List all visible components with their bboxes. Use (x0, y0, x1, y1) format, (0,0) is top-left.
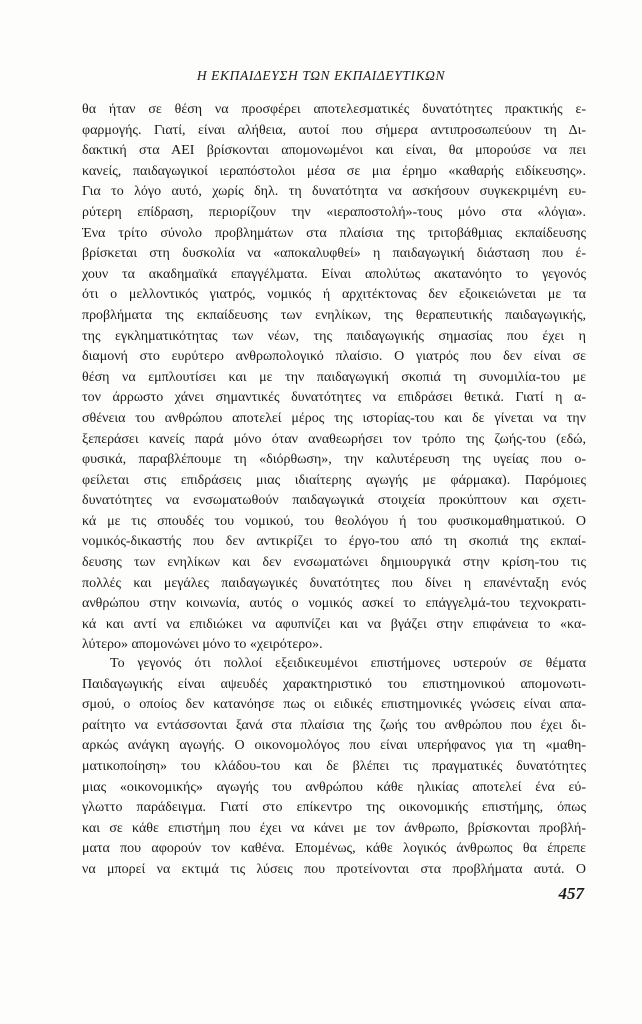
text-line: θέση να εμπλουτίσει και με την παιδαγωγική σκοπιά τη συνομιλία-του με (82, 369, 586, 385)
text-line: τον άρρωστο χάνει σημαντικές δυνατότητες να επιδράσει θετικά. Γιατί η α- (82, 390, 586, 406)
text-line: προβλήματα της εκπαίδευσης των ενηλίκων, της θεραπευτικής παιδαγωγικής, (82, 307, 586, 323)
text-line: Ένα τρίτο σύνολο προβλημάτων στα πλαίσια της τριτοβάθμιας εκπαίδευσης (82, 225, 586, 241)
text-line: θα ήταν σε θέση να προσφέρει αποτελεσματικές δυνατότητες πρακτικής ε- (82, 102, 586, 117)
text-line: κανείς, παιδαγωγικοί ιεραπόστολοι μέσα σε μια έρημο «καθαρής ειδίκευσης». (82, 163, 586, 179)
text-line: και σε κάθε επιστήμη που έχει να κάνει με τον άνθρωπο, βρίσκονται προβλή- (82, 820, 586, 836)
text-line: δακτική στα ΑΕΙ βρίσκονται απομονωμένοι και είναι, θα μπορούσε να πει (82, 143, 586, 159)
text-line: βρίσκεται στη δυσκολία να «αποκαλυφθεί» η παιδαγωγική διάσταση που έ- (82, 246, 586, 262)
text-line: Το γεγονός ότι πολλοί εξειδικευμένοι επιστήμονες υστερούν σε θέματα (110, 656, 586, 671)
text-line: διαμονή στο ευρύτερο ανθρωπολογικό πλαίσιο. Ο γιατρός που δεν είναι σε (82, 349, 586, 365)
text-line: να μπορεί να εκτιμά τις λύσεις που προτείνονται στα προβλήματα αυτά. Ο (82, 861, 586, 877)
paragraph-1 (82, 100, 586, 656)
text-line: λύτερο» απομονώνει μόνο το «χειρότερο». (82, 637, 323, 653)
text-line: Για το λόγο αυτό, χωρίς δηλ. τη δυνατότητα να ασκήσουν συγκεκριμένη ευ- (82, 184, 586, 200)
text-line: φαρμογής. Γιατί, είναι αλήθεια, αυτοί που σήμερα αντιπροσωπεύουν τη Δι- (82, 122, 586, 138)
text-line: δευσης των ενηλίκων και δεν ενσωματώνει δημιουργικά στην κρίση-του τις (82, 555, 586, 571)
text-line: αρκώς ανάγκη αγωγής. Ο οικονομολόγος που είναι υπερήφανος για τη «μαθη- (82, 738, 586, 754)
text-line: ξεπεράσει κανείς παρά μόνο όταν αναθεωρήσει τον τρόπο της ζωής-του (εδώ, (82, 431, 586, 447)
page-number: 457 (558, 884, 584, 903)
text-line: σμού, ο οποίος δεν κατανόησε πως οι ειδικές επιστημονικές γνώσεις είναι απα- (82, 697, 586, 713)
text-line: ανθρώπου στην κοινωνία, αυτός ο νομικός ασκεί το επάγγελμά-του τεχνοκρατι- (82, 596, 586, 612)
text-line: νομικός-δικαστής που δεν αντικρίζει το έργο-του από τη σκοπιά της εκπαί- (82, 534, 586, 550)
text-line: δυνατότητες να ενσωματωθούν παιδαγωγικά στοιχεία προκύπτουν και σχετι- (82, 493, 586, 509)
paragraph-2 (82, 654, 586, 881)
text-line: Παιδαγωγικής είναι αψευδές χαρακτηριστικό του επιστημονικού απομονωτι- (82, 676, 586, 692)
text-line: ότι ο μελλοντικός γιατρός, νομικός ή αρχιτέκτονας δεν εξοικειώνεται με τα (82, 287, 586, 303)
text-line: χουν τα ακαδημαϊκά επαγγέλματα. Είναι απολύτως ακατανόητο το γεγονός (82, 266, 586, 282)
text-line: πολλές και μεγάλες παιδαγωγικές δυνατότητες που δίνει η επανένταξη ενός (82, 575, 586, 591)
text-line: ματικοποίηση» του κλάδου-του και δε βλέπει τις πραγματικές δυνατότητες (82, 758, 586, 774)
text-line: ραίτητο να εντάσσονται ξανά στα πλαίσια της ζωής του ανθρώπου που έχει δι- (82, 717, 586, 733)
running-head: Η ΕΚΠΑΙΔΕΥΣΗ ΤΩΝ ΕΚΠΑΙΔΕΥΤΙΚΩΝ (196, 68, 446, 83)
text-line: γλωττο παράδειγμα. Γιατί στο επίκεντρο της οικονομικής επιστήμης, όπως (82, 800, 586, 816)
text-line: κά και αντί να επιδιώκει να αφυπνίζει και να βγάζει στην επιφάνεια το «κα- (82, 616, 586, 632)
text-line: φυσικά, παραβλέπουμε τη «διόρθωση», την καλυτέρευση της υγείας που ο- (82, 452, 586, 468)
text-line: κά με τις σπουδές του νομικού, του θεολόγου ή του φυσικομαθηματικού. Ο (82, 513, 586, 529)
text-line: σθένεια του ανθρώπου αποτελεί μέρος της ιστορίας-του και δε γίνεται να την (82, 410, 586, 426)
text-line: ματα που αφορούν τον καθένα. Επομένως, κάθε λογικός άνθρωπος θα έπρεπε (82, 841, 586, 857)
text-line: ρύτερη επίδραση, περιορίζουν την «ιεραποστολή»-τους μόνο στα «λόγια». (82, 204, 586, 220)
text-line: φείλεται στις επιδράσεις μιας ιδιαίτερης αγωγής με φάρμακα). Παρόμοιες (82, 472, 586, 488)
text-line: μιας «οικονομικής» αγωγής του ανθρώπου κάθε ηλικίας αποτελεί ένα εύ- (82, 779, 586, 795)
text-line: της εγκληματικότητας των νέων, της παιδαγωγικής σημασίας που έχει η (82, 328, 586, 344)
